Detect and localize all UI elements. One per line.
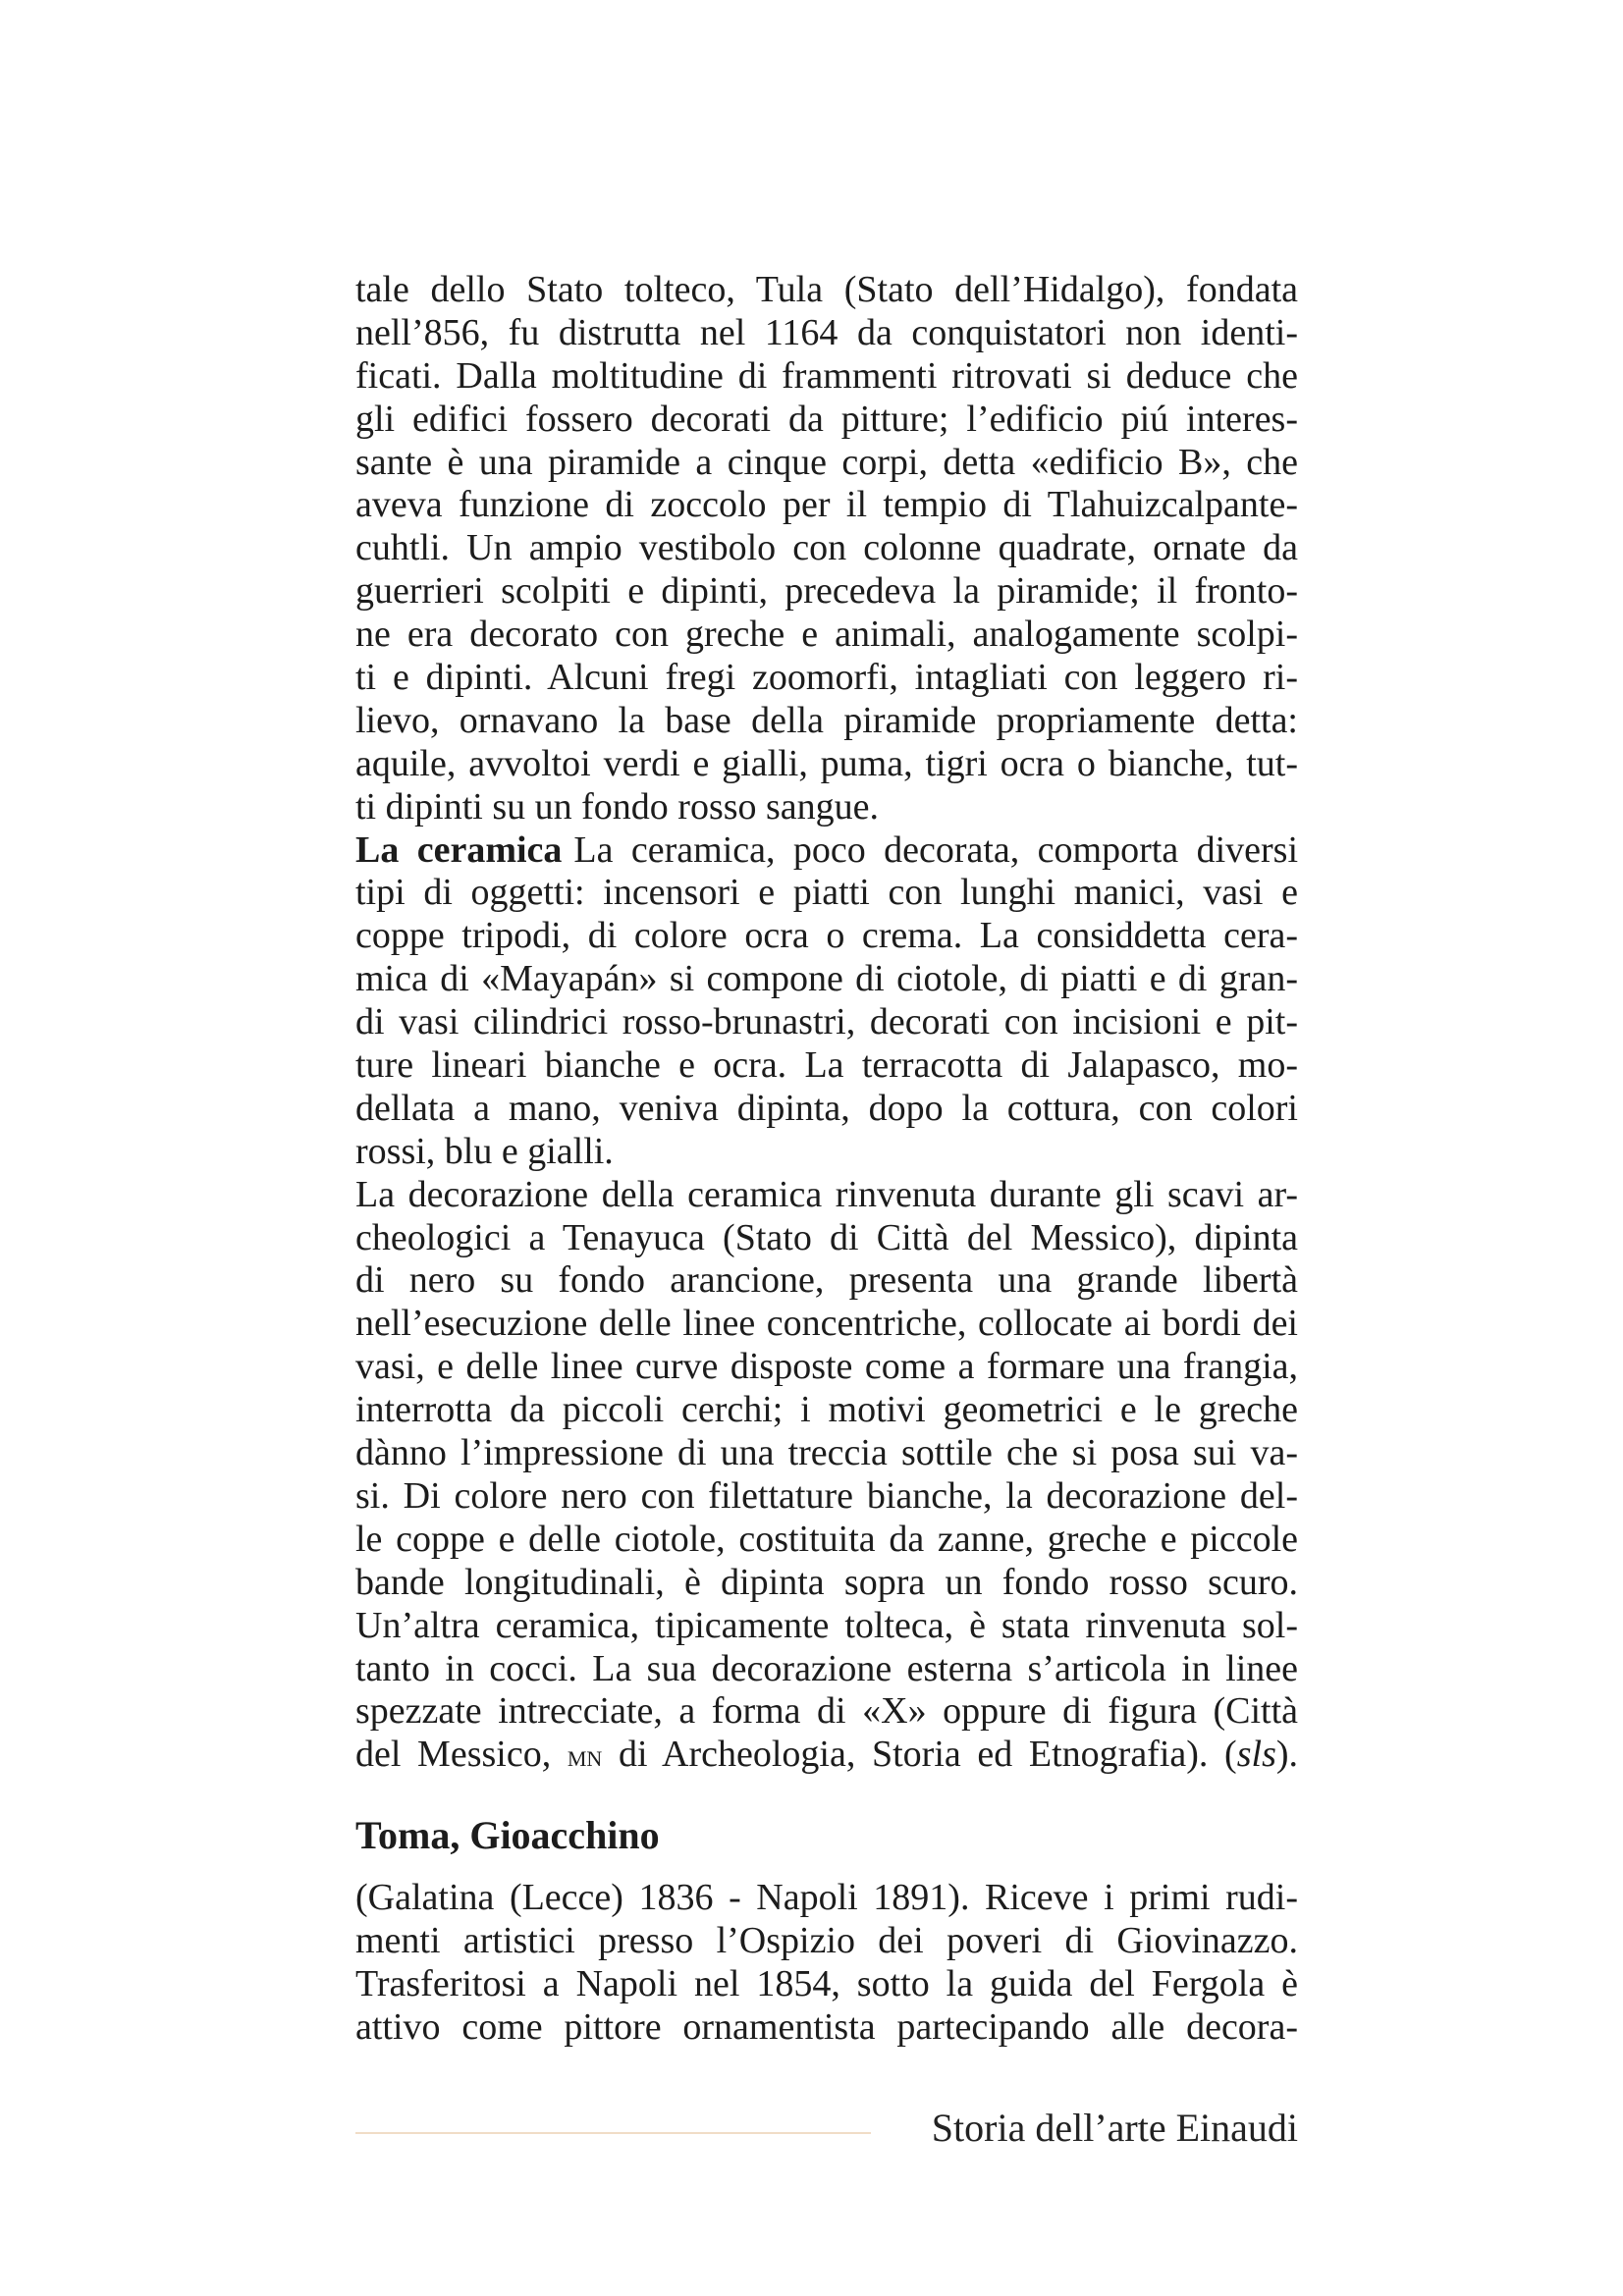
text-line: nell’esecuzione delle linee concentriche, collocate ai bordi dei [355,1303,1298,1345]
text-line: Trasferitosi a Napoli nel 1854, sotto la guida del Fergola è [355,1962,1298,2004]
text-line [355,829,1298,873]
text-line: gli edifici fossero decorati da pitture; l’edificio piú interes- [355,398,1298,440]
text-line: ti dipinti su un fondo rosso sangue. [355,785,880,828]
text-line: interrotta da piccoli cerchi; i motivi geometrici e le greche [355,1389,1298,1431]
text-line: cuhtli. Un ampio vestibolo con colonne quadrate, ornate da [355,527,1298,569]
text-line: spezzate intrecciate, a forma di «X» oppure di figura (Città [355,1690,1298,1733]
text-line: dànno l’impressione di una treccia sottile che si posa sui va- [355,1432,1298,1474]
text-line: le coppe e delle ciotole, costituita da zanne, greche e piccole [355,1518,1298,1560]
text-line: di nero su fondo arancione, presenta una grande libertà [355,1259,1298,1302]
text-line: attivo come pittore ornamentista partecipando alle decora- [355,2005,1298,2048]
paragraph-tula [355,269,1298,829]
paragraph-tenayuca [355,1174,1298,1777]
text-line: guerrieri scolpiti e dipinti, precedeva la piramide; il fronto- [355,570,1298,613]
author-initials: sls [1236,1734,1276,1776]
entry-heading: Toma, Gioacchino [355,1813,660,1858]
text-line: bande longitudinali, è dipinta sopra un fondo rosso scuro. [355,1561,1298,1603]
text-line: di vasi cilindrici rosso-brunastri, decorati con incisioni e pit- [355,1001,1298,1043]
citation-text: di Archeologia, Storia ed Etnografia). ( [602,1734,1237,1776]
citation-text: del Messico, [355,1734,568,1776]
footer-publisher: Storia dell’arte Einaudi [931,2106,1298,2150]
page-footer [355,2089,1298,2148]
paragraph-toma [355,1877,1298,2050]
citation-text: ). [1275,1734,1299,1776]
text-line: aveva funzione di zoccolo per il tempio di Tlahuizcalpante- [355,484,1298,526]
text-line: vasi, e delle linee curve disposte come a formare una frangia, [355,1346,1298,1388]
text-line: mica di «Mayapán» si compone di ciotole, di piatti e di gran- [355,958,1298,1000]
run-in-text: La ceramica, poco decorata, comporta diversi [573,828,1298,871]
text-line: sante è una piramide a cinque corpi, detta «edificio B», che [355,441,1298,483]
paragraph-ceramica [355,829,1298,1174]
text-line: ture lineari bianche e ocra. La terracotta di Jalapasco, mo- [355,1044,1298,1087]
text-line: Un’altra ceramica, tipicamente tolteca, è stata rinvenuta sol- [355,1604,1298,1646]
text-line: nell’856, fu distrutta nel 1164 da conquistatori non identi- [355,311,1298,353]
text-line: cheologici a Tenayuca (Stato di Città del Messico), dipinta [355,1216,1298,1258]
text-line: tanto in cocci. La sua decorazione esterna s’articola in linee [355,1647,1298,1689]
text-line: rossi, blu e gialli. [355,1130,614,1172]
text-line: tale dello Stato tolteco, Tula (Stato dell’Hidalgo), fondata [355,269,1298,310]
text-line: si. Di colore nero con filettature bianche, la decorazione del- [355,1474,1298,1517]
text-line: coppe tripodi, di colore ocra o crema. La considdetta cera- [355,915,1298,957]
text-line: aquile, avvoltoi verdi e gialli, puma, tigri ocra o bianche, tut- [355,742,1298,784]
text-line: (Galatina (Lecce) 1836 - Napoli 1891). Riceve i primi rudi- [355,1877,1298,1919]
text-line: ti e dipinti. Alcuni fregi zoomorfi, intagliati con leggero ri- [355,657,1298,699]
page-body [355,269,1298,2050]
text-line [355,1734,1298,1777]
run-in-heading: La ceramica [355,828,563,871]
text-line: tipi di oggetti: incensori e piatti con lunghi manici, vasi e [355,872,1298,914]
museum-abbreviation: mn [567,1737,603,1774]
text-line: menti artistici presso l’Ospizio dei poveri di Giovinazzo. [355,1920,1298,1962]
footer-rule [355,2132,871,2134]
text-line: dellata a mano, veniva dipinta, dopo la cottura, con colori [355,1087,1298,1129]
text-line: ficati. Dalla moltitudine di frammenti ritrovati si deduce che [355,354,1298,397]
text-line: lievo, ornavano la base della piramide propriamente detta: [355,699,1298,741]
text-line: La decorazione della ceramica rinvenuta durante gli scavi ar- [355,1173,1298,1215]
text-line: ne era decorato con greche e animali, analogamente scolpi- [355,614,1298,656]
